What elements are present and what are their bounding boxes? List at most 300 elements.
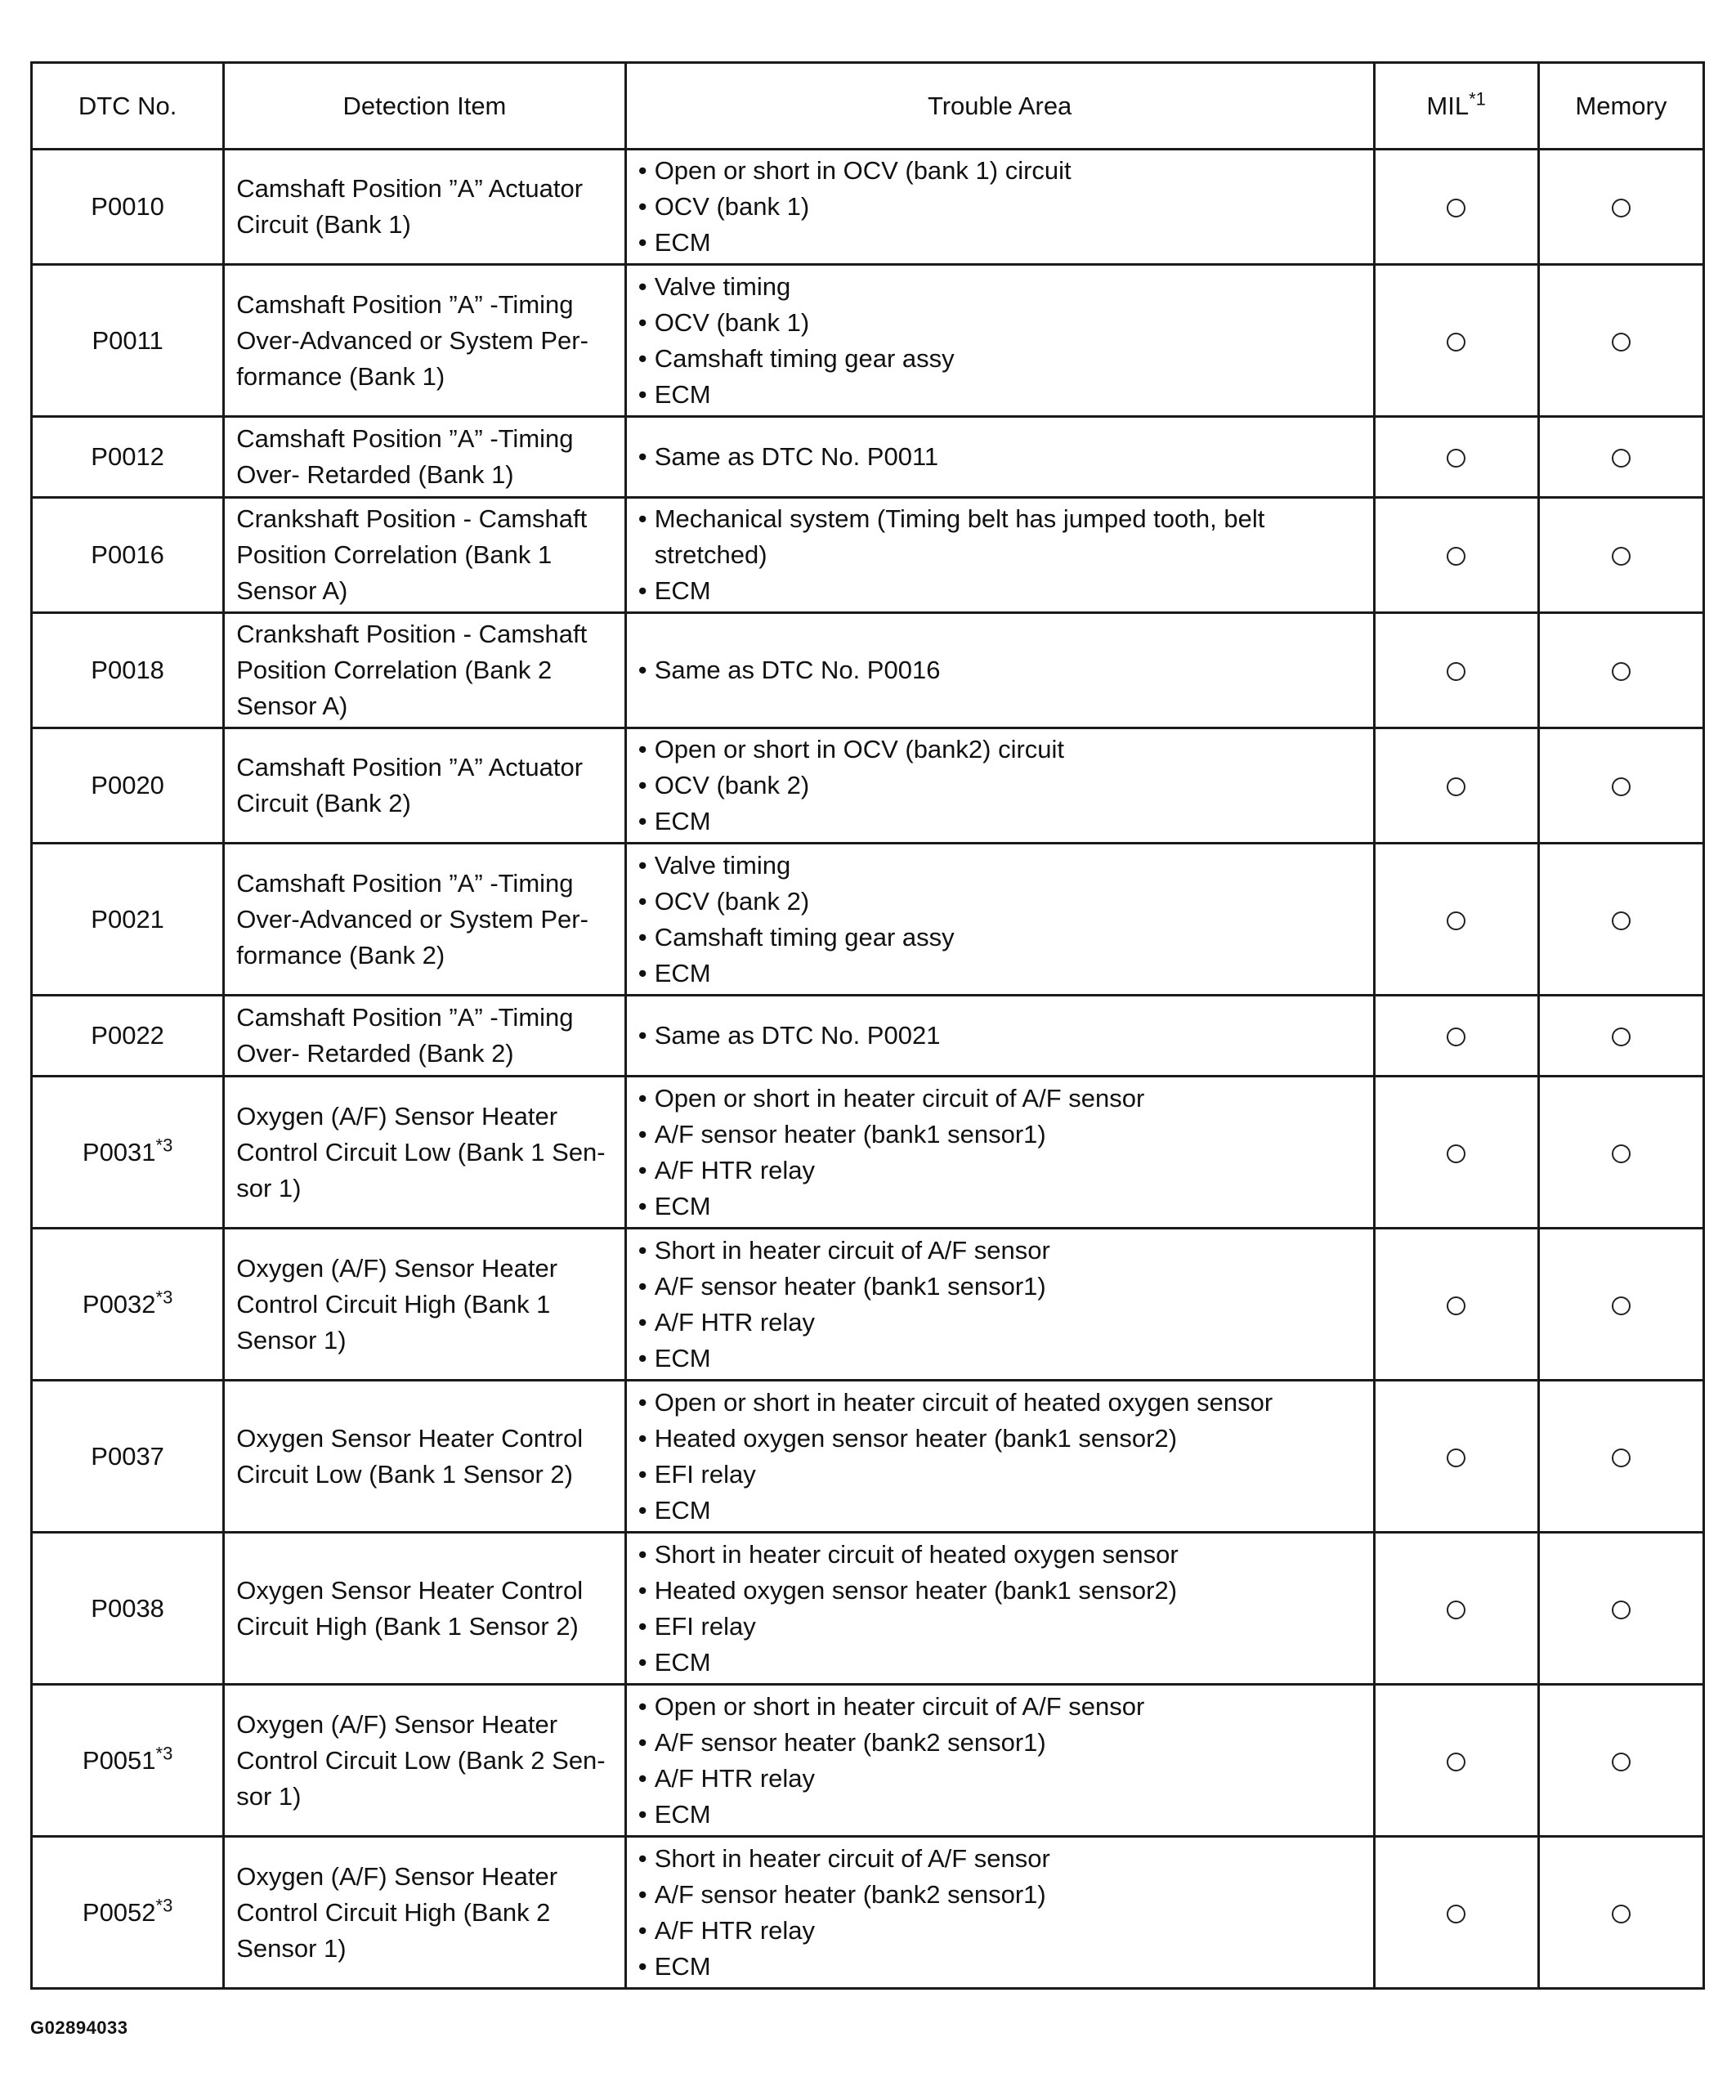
bullet-icon: • — [638, 1843, 647, 1873]
trouble-area-item — [638, 225, 1365, 261]
trouble-area-cell — [625, 1381, 1374, 1533]
circle-mark-icon — [1447, 662, 1465, 681]
memory-cell — [1538, 150, 1703, 265]
trouble-area-item — [638, 1797, 1365, 1833]
trouble-area-text: A/F HTR relay — [654, 1307, 816, 1337]
bullet-icon: • — [638, 1763, 647, 1793]
trouble-area-text: A/F HTR relay — [654, 1763, 816, 1793]
circle-mark-icon — [1612, 1449, 1631, 1467]
circle-mark-icon — [1447, 1905, 1465, 1923]
header-detection-item: Detection Item — [224, 63, 625, 150]
circle-mark-icon — [1447, 1296, 1465, 1315]
bullet-icon: • — [638, 576, 647, 605]
bullet-icon: • — [638, 1647, 647, 1677]
trouble-area-item — [638, 956, 1365, 992]
trouble-area-item — [638, 1457, 1365, 1493]
memory-cell — [1538, 265, 1703, 417]
trouble-area-text: Heated oxygen sensor heater (bank1 sensor2) — [654, 1423, 1178, 1453]
trouble-area-text: ECM — [654, 1343, 711, 1372]
bullet-icon: • — [638, 1155, 647, 1184]
bullet-icon: • — [638, 1575, 647, 1605]
bullet-icon: • — [638, 1307, 647, 1337]
detection-item-line: Control Circuit High (Bank 1 — [236, 1289, 551, 1319]
dtc-code: P0021 — [91, 904, 164, 934]
trouble-area-text: ECM — [654, 228, 711, 257]
bullet-icon: • — [638, 1611, 647, 1641]
trouble-area-item — [638, 1269, 1365, 1305]
bullet-icon: • — [638, 1271, 647, 1301]
trouble-area-item — [638, 1018, 1365, 1054]
circle-mark-icon — [1612, 1601, 1631, 1619]
dtc-cell — [32, 844, 224, 996]
bullet-icon: • — [638, 1459, 647, 1489]
trouble-area-text: A/F sensor heater (bank1 sensor1) — [654, 1119, 1046, 1149]
memory-cell — [1538, 1533, 1703, 1685]
trouble-area-text: ECM — [654, 379, 711, 409]
circle-mark-icon — [1612, 1296, 1631, 1315]
trouble-area-text: A/F sensor heater (bank2 sensor1) — [654, 1879, 1046, 1909]
mil-cell — [1374, 844, 1538, 996]
detection-item-line: Sensor A) — [236, 692, 348, 720]
trouble-area-item — [638, 1421, 1365, 1457]
trouble-area-text: ECM — [654, 1799, 711, 1829]
trouble-area-text: A/F sensor heater (bank2 sensor1) — [654, 1727, 1046, 1757]
memory-cell — [1538, 1381, 1703, 1533]
table-row — [32, 1837, 1704, 1989]
detection-item-line: Over- Retarded (Bank 1) — [236, 460, 514, 489]
bullet-icon: • — [638, 1799, 647, 1829]
dtc-cell — [32, 498, 224, 613]
detection-item-line: Position Correlation (Bank 2 — [236, 656, 553, 684]
bullet-icon: • — [638, 1951, 647, 1981]
trouble-area-text: ECM — [654, 807, 711, 835]
dtc-code: P0052 — [82, 1897, 156, 1927]
detection-item-cell — [224, 844, 625, 996]
detection-item-cell — [224, 1077, 625, 1229]
bullet-icon: • — [638, 886, 647, 916]
trouble-area-item — [638, 732, 1365, 768]
trouble-area-item — [638, 848, 1365, 884]
dtc-code: P0010 — [91, 192, 164, 221]
detection-item-line: formance (Bank 1) — [236, 361, 445, 391]
table-row — [32, 728, 1704, 844]
bullet-icon: • — [638, 442, 647, 471]
bullet-icon: • — [638, 504, 647, 533]
trouble-area-text: ECM — [654, 958, 711, 987]
trouble-area-cell — [625, 996, 1374, 1077]
bullet-icon: • — [638, 1495, 647, 1525]
bullet-icon: • — [638, 958, 647, 987]
dtc-code: P0012 — [91, 442, 164, 471]
bullet-icon: • — [638, 656, 647, 684]
dtc-cell — [32, 728, 224, 844]
bullet-icon: • — [638, 850, 647, 880]
dtc-cell — [32, 265, 224, 417]
trouble-area-item — [638, 1645, 1365, 1681]
circle-mark-icon — [1447, 449, 1465, 468]
trouble-area-item — [638, 439, 1365, 475]
bullet-icon: • — [638, 1191, 647, 1220]
detection-item-line: sor 1) — [236, 1173, 302, 1202]
dtc-cell — [32, 1837, 224, 1989]
trouble-area-item — [638, 884, 1365, 920]
trouble-area-text: ECM — [654, 1495, 711, 1525]
trouble-area-cell — [625, 1229, 1374, 1381]
dtc-footnote: *3 — [155, 1895, 173, 1916]
trouble-area-text: Open or short in OCV (bank2) circuit — [654, 735, 1065, 763]
detection-item-cell — [224, 498, 625, 613]
dtc-code: P0031 — [82, 1137, 156, 1166]
trouble-area-item — [638, 1081, 1365, 1117]
trouble-area-text: Valve timing — [654, 271, 791, 301]
trouble-area-text: Open or short in heater circuit of A/F sensor — [654, 1083, 1145, 1113]
trouble-area-item — [638, 153, 1365, 189]
trouble-area-text: OCV (bank 1) — [654, 192, 810, 221]
detection-item-cell — [224, 728, 625, 844]
trouble-area-item — [638, 1913, 1365, 1949]
trouble-area-cell — [625, 613, 1374, 728]
trouble-area-item — [638, 1725, 1365, 1761]
dtc-code: P0022 — [91, 1021, 164, 1050]
detection-item-line: Camshaft Position ”A” -Timing — [236, 1003, 574, 1032]
detection-item-cell — [224, 1685, 625, 1837]
detection-item-line: Position Correlation (Bank 1 — [236, 540, 553, 569]
detection-item-line: formance (Bank 2) — [236, 940, 445, 969]
memory-cell — [1538, 844, 1703, 996]
header-mil — [1374, 63, 1538, 150]
trouble-area-item — [638, 652, 1365, 688]
mil-cell — [1374, 728, 1538, 844]
trouble-area-text: OCV (bank 2) — [654, 886, 810, 916]
table-row — [32, 996, 1704, 1077]
bullet-icon: • — [638, 307, 647, 337]
dtc-cell — [32, 417, 224, 498]
trouble-area-cell — [625, 498, 1374, 613]
trouble-area-cell — [625, 1533, 1374, 1685]
memory-cell — [1538, 728, 1703, 844]
header-memory: Memory — [1538, 63, 1703, 150]
dtc-code: P0011 — [92, 325, 163, 355]
trouble-area-cell — [625, 1837, 1374, 1989]
header-trouble-area: Trouble Area — [625, 63, 1374, 150]
circle-mark-icon — [1612, 1753, 1631, 1771]
bullet-icon: • — [638, 156, 647, 185]
detection-item-line: Sensor 1) — [236, 1933, 347, 1963]
detection-item-line: Oxygen (A/F) Sensor Heater — [236, 1861, 558, 1891]
mil-cell — [1374, 1077, 1538, 1229]
mil-cell — [1374, 498, 1538, 613]
bullet-icon: • — [638, 1691, 647, 1721]
table-row — [32, 1685, 1704, 1837]
dtc-code: P0037 — [91, 1441, 164, 1471]
circle-mark-icon — [1612, 1144, 1631, 1163]
detection-item-line: Camshaft Position ”A” -Timing — [236, 868, 574, 898]
mil-cell — [1374, 1837, 1538, 1989]
circle-mark-icon — [1612, 777, 1631, 796]
detection-item-cell — [224, 1837, 625, 1989]
trouble-area-text: Short in heater circuit of A/F sensor — [654, 1235, 1050, 1265]
trouble-area-item — [638, 920, 1365, 956]
trouble-area-item — [638, 1877, 1365, 1913]
circle-mark-icon — [1612, 1905, 1631, 1923]
trouble-area-text: Same as DTC No. P0011 — [654, 442, 939, 471]
mil-cell — [1374, 1685, 1538, 1837]
dtc-cell — [32, 613, 224, 728]
trouble-area-text: ECM — [654, 1191, 711, 1220]
trouble-area-cell — [625, 844, 1374, 996]
trouble-area-text: OCV (bank 1) — [654, 307, 810, 337]
detection-item-cell — [224, 150, 625, 265]
memory-cell — [1538, 498, 1703, 613]
trouble-area-text: Same as DTC No. P0016 — [654, 656, 941, 684]
trouble-area-text: Open or short in OCV (bank 1) circuit — [654, 156, 1072, 185]
trouble-area-cell — [625, 417, 1374, 498]
trouble-area-text: EFI relay — [654, 1611, 756, 1641]
trouble-area-text: Short in heater circuit of A/F sensor — [654, 1843, 1050, 1873]
figure-id: G02894033 — [30, 2017, 128, 2038]
table-header-row — [32, 63, 1704, 150]
dtc-cell — [32, 150, 224, 265]
mil-cell — [1374, 613, 1538, 728]
detection-item-line: Camshaft Position ”A” -Timing — [236, 289, 574, 319]
memory-cell — [1538, 996, 1703, 1077]
trouble-area-text: Camshaft timing gear assy — [654, 922, 955, 951]
trouble-area-item — [638, 1233, 1365, 1269]
dtc-footnote: *3 — [155, 1743, 173, 1764]
circle-mark-icon — [1447, 1028, 1465, 1046]
trouble-area-item — [638, 1537, 1365, 1573]
dtc-code: P0032 — [82, 1289, 156, 1319]
header-dtc: DTC No. — [32, 63, 224, 150]
circle-mark-icon — [1447, 1144, 1465, 1163]
trouble-area-text: Camshaft timing gear assy — [654, 343, 955, 373]
bullet-icon: • — [638, 807, 647, 835]
circle-mark-icon — [1447, 1753, 1465, 1771]
circle-mark-icon — [1447, 777, 1465, 796]
trouble-area-item — [638, 1609, 1365, 1645]
detection-item-cell — [224, 417, 625, 498]
mil-cell — [1374, 1533, 1538, 1685]
memory-cell — [1538, 1229, 1703, 1381]
header-mil-label: MIL — [1426, 91, 1470, 120]
dtc-cell — [32, 1533, 224, 1685]
trouble-area-item — [638, 189, 1365, 225]
bullet-icon: • — [638, 343, 647, 373]
circle-mark-icon — [1447, 547, 1465, 566]
detection-item-cell — [224, 1381, 625, 1533]
detection-item-line: Circuit (Bank 2) — [236, 789, 411, 817]
dtc-table — [30, 61, 1705, 1990]
mil-cell — [1374, 996, 1538, 1077]
dtc-code: P0051 — [82, 1745, 156, 1775]
trouble-area-item — [638, 1493, 1365, 1529]
detection-item-line: Oxygen Sensor Heater Control — [236, 1423, 584, 1453]
memory-cell — [1538, 613, 1703, 728]
trouble-area-text: Open or short in heater circuit of heated oxygen sensor — [654, 1387, 1273, 1417]
dtc-cell — [32, 1381, 224, 1533]
bullet-icon: • — [638, 192, 647, 221]
circle-mark-icon — [1447, 333, 1465, 351]
trouble-area-text: A/F HTR relay — [654, 1155, 816, 1184]
dtc-cell — [32, 1229, 224, 1381]
circle-mark-icon — [1447, 1601, 1465, 1619]
trouble-area-cell — [625, 150, 1374, 265]
bullet-icon: • — [638, 1343, 647, 1372]
circle-mark-icon — [1612, 333, 1631, 351]
detection-item-cell — [224, 613, 625, 728]
trouble-area-text: OCV (bank 2) — [654, 771, 810, 799]
dtc-code: P0016 — [91, 540, 164, 569]
circle-mark-icon — [1612, 1028, 1631, 1046]
circle-mark-icon — [1447, 199, 1465, 217]
trouble-area-item — [638, 1385, 1365, 1421]
trouble-area-text: Mechanical system (Timing belt has jumped tooth, belt — [654, 504, 1265, 533]
bullet-icon: • — [638, 1539, 647, 1569]
circle-mark-icon — [1612, 449, 1631, 468]
detection-item-line: Control Circuit High (Bank 2 — [236, 1897, 551, 1927]
trouble-area-text: Short in heater circuit of heated oxygen sensor — [654, 1539, 1179, 1569]
table-row — [32, 1077, 1704, 1229]
table-row — [32, 150, 1704, 265]
trouble-area-item — [638, 1341, 1365, 1377]
bullet-icon: • — [638, 379, 647, 409]
trouble-area-text: Same as DTC No. P0021 — [654, 1021, 941, 1050]
detection-item-line: Oxygen (A/F) Sensor Heater — [236, 1101, 558, 1131]
bullet-icon: • — [638, 1423, 647, 1453]
trouble-area-item — [638, 804, 1365, 840]
bullet-icon: • — [638, 228, 647, 257]
detection-item-line: Circuit Low (Bank 1 Sensor 2) — [236, 1459, 573, 1489]
trouble-area-item — [638, 1949, 1365, 1985]
circle-mark-icon — [1447, 1449, 1465, 1467]
trouble-area-item — [638, 1153, 1365, 1189]
detection-item-line: Sensor A) — [236, 576, 348, 605]
header-mil-footnote: *1 — [1469, 88, 1486, 110]
trouble-area-text: stretched) — [654, 540, 767, 569]
circle-mark-icon — [1612, 662, 1631, 681]
detection-item-cell — [224, 265, 625, 417]
dtc-code: P0018 — [91, 656, 164, 684]
mil-cell — [1374, 150, 1538, 265]
bullet-icon: • — [638, 735, 647, 763]
trouble-area-item — [638, 768, 1365, 804]
detection-item-line: Oxygen Sensor Heater Control — [236, 1575, 584, 1605]
trouble-area-item — [638, 573, 1365, 609]
memory-cell — [1538, 1685, 1703, 1837]
detection-item-line: Oxygen (A/F) Sensor Heater — [236, 1253, 558, 1283]
trouble-area-item — [638, 305, 1365, 341]
circle-mark-icon — [1447, 911, 1465, 930]
detection-item-line: Control Circuit Low (Bank 2 Sen- — [236, 1745, 606, 1775]
trouble-area-cell — [625, 265, 1374, 417]
trouble-area-item — [638, 1189, 1365, 1225]
bullet-icon: • — [638, 1021, 647, 1050]
detection-item-line: Sensor 1) — [236, 1325, 347, 1354]
dtc-footnote: *3 — [155, 1287, 173, 1308]
dtc-cell — [32, 1077, 224, 1229]
detection-item-cell — [224, 1229, 625, 1381]
bullet-icon: • — [638, 1235, 647, 1265]
trouble-area-text: Valve timing — [654, 850, 791, 880]
bullet-icon: • — [638, 1119, 647, 1149]
bullet-icon: • — [638, 771, 647, 799]
trouble-area-text: A/F sensor heater (bank1 sensor1) — [654, 1271, 1046, 1301]
trouble-area-item — [638, 1689, 1365, 1725]
trouble-area-cell — [625, 1077, 1374, 1229]
trouble-area-text: ECM — [654, 576, 711, 605]
dtc-cell — [32, 996, 224, 1077]
detection-item-cell — [224, 996, 625, 1077]
table-row — [32, 417, 1704, 498]
trouble-area-item — [638, 377, 1365, 413]
trouble-area-item — [638, 1761, 1365, 1797]
trouble-area-item — [638, 1573, 1365, 1609]
mil-cell — [1374, 417, 1538, 498]
bullet-icon: • — [638, 1879, 647, 1909]
trouble-area-item — [638, 1117, 1365, 1153]
trouble-area-item — [638, 1305, 1365, 1341]
memory-cell — [1538, 1077, 1703, 1229]
dtc-code: P0020 — [91, 771, 164, 799]
trouble-area-item — [638, 537, 1365, 573]
trouble-area-text: A/F HTR relay — [654, 1915, 816, 1945]
detection-item-line: Control Circuit Low (Bank 1 Sen- — [236, 1137, 606, 1166]
detection-item-line: Camshaft Position ”A” -Timing — [236, 424, 574, 453]
bullet-icon: • — [638, 1727, 647, 1757]
table-row — [32, 265, 1704, 417]
trouble-area-item — [638, 341, 1365, 377]
circle-mark-icon — [1612, 911, 1631, 930]
bullet-icon: • — [638, 922, 647, 951]
detection-item-line: Crankshaft Position - Camshaft — [236, 504, 588, 533]
mil-cell — [1374, 1229, 1538, 1381]
dtc-cell — [32, 1685, 224, 1837]
detection-item-line: Circuit High (Bank 1 Sensor 2) — [236, 1611, 579, 1641]
detection-item-line: Circuit (Bank 1) — [236, 210, 411, 239]
detection-item-cell — [224, 1533, 625, 1685]
detection-item-line: Over-Advanced or System Per- — [236, 325, 588, 355]
detection-item-line: Over- Retarded (Bank 2) — [236, 1039, 514, 1068]
circle-mark-icon — [1612, 547, 1631, 566]
trouble-area-text: ECM — [654, 1951, 711, 1981]
table-row — [32, 1533, 1704, 1685]
table-row — [32, 498, 1704, 613]
table-body — [32, 150, 1704, 1989]
trouble-area-item — [638, 501, 1365, 537]
trouble-area-text: Open or short in heater circuit of A/F sensor — [654, 1691, 1145, 1721]
mil-cell — [1374, 265, 1538, 417]
bullet-icon: • — [638, 1387, 647, 1417]
memory-cell — [1538, 417, 1703, 498]
bullet-icon: • — [638, 1083, 647, 1113]
dtc-code: P0038 — [91, 1593, 164, 1623]
detection-item-line: Camshaft Position ”A” Actuator — [236, 174, 584, 203]
trouble-area-text: EFI relay — [654, 1459, 756, 1489]
circle-mark-icon — [1612, 199, 1631, 217]
detection-item-line: Over-Advanced or System Per- — [236, 904, 588, 934]
table-row — [32, 1381, 1704, 1533]
trouble-area-text: ECM — [654, 1647, 711, 1677]
table-row — [32, 1229, 1704, 1381]
detection-item-line: sor 1) — [236, 1781, 302, 1811]
trouble-area-text: Heated oxygen sensor heater (bank1 sensor2) — [654, 1575, 1178, 1605]
trouble-area-item — [638, 1841, 1365, 1877]
bullet-icon: • — [638, 271, 647, 301]
dtc-footnote: *3 — [155, 1135, 173, 1156]
bullet-icon: • — [638, 1915, 647, 1945]
detection-item-line: Camshaft Position ”A” Actuator — [236, 753, 584, 781]
trouble-area-cell — [625, 1685, 1374, 1837]
